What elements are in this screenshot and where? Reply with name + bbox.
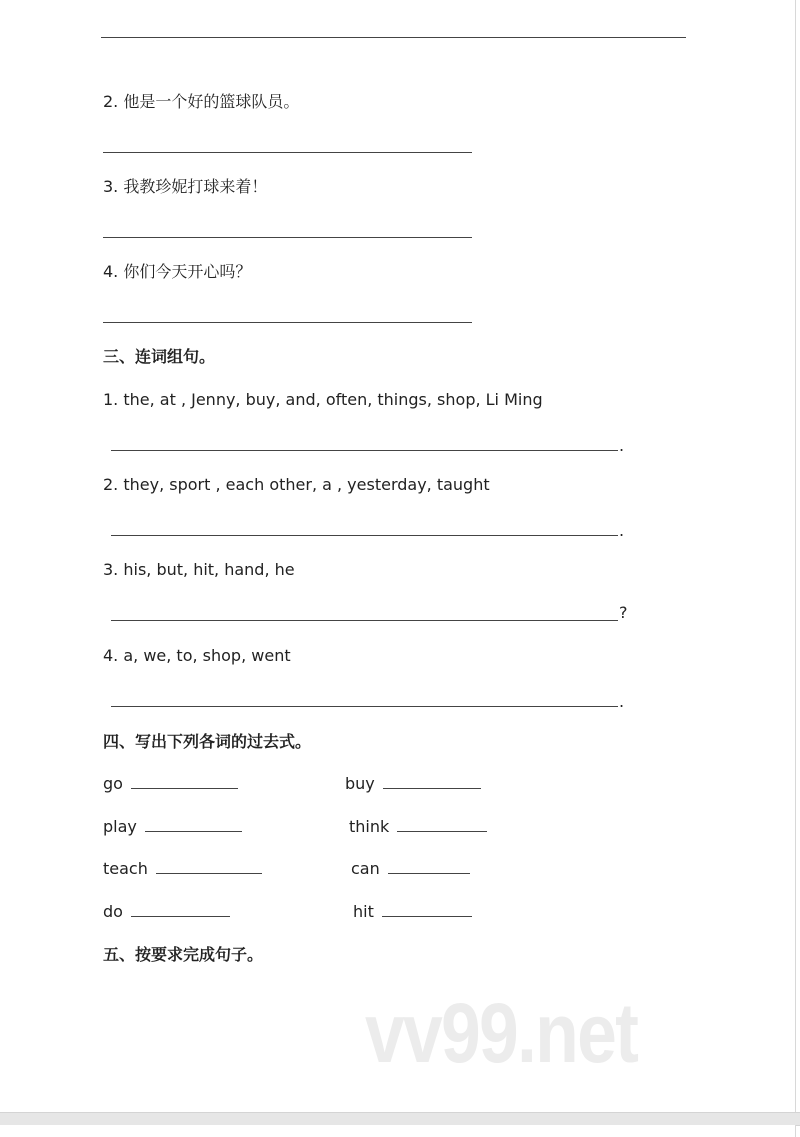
translate-item-3: 3. 我教珍妮打球来着！ (103, 177, 268, 196)
word: buy (345, 774, 375, 793)
past-tense-item (351, 859, 470, 879)
past-tense-item (103, 902, 230, 922)
answer-line (111, 706, 618, 707)
translate-item-2: 2. 他是一个好的篮球队员。 (103, 92, 300, 111)
answer-blank (131, 902, 230, 917)
sentence-end-mark: ? (619, 603, 628, 622)
answer-blank (383, 774, 481, 789)
section-5-heading: 五、按要求完成句子。 (103, 945, 264, 964)
word: can (351, 859, 380, 878)
answer-line (111, 620, 618, 621)
word: do (103, 902, 123, 921)
next-page (0, 1125, 796, 1137)
answer-line (111, 535, 618, 536)
answer-blank (156, 859, 262, 874)
watermark: vv99.net (365, 986, 638, 1080)
word: hit (353, 902, 374, 921)
word: teach (103, 859, 148, 878)
page-separator (0, 1112, 800, 1126)
answer-blank (145, 817, 242, 832)
answer-line (103, 322, 472, 323)
past-tense-item (353, 902, 472, 922)
section-4-heading: 四、写出下列各词的过去式。 (103, 732, 312, 751)
past-tense-item (103, 774, 238, 794)
past-tense-item (103, 817, 242, 837)
answer-blank (131, 774, 238, 789)
past-tense-item (349, 817, 487, 837)
sentence-end-mark: . (619, 692, 625, 711)
past-tense-item (103, 859, 262, 879)
word-order-item-1: 1. the, at , Jenny, buy, and, often, things, shop, Li Ming (103, 390, 543, 409)
section-3-heading: 三、连词组句。 (103, 347, 216, 366)
past-tense-item (345, 774, 481, 794)
sentence-end-mark: . (619, 521, 625, 540)
answer-blank (397, 817, 487, 832)
sentence-end-mark: . (619, 436, 625, 455)
word: play (103, 817, 137, 836)
answer-line (111, 450, 618, 451)
word: go (103, 774, 123, 793)
word: think (349, 817, 390, 836)
answer-blank (388, 859, 470, 874)
answer-blank (382, 902, 472, 917)
word-order-item-4: 4. a, we, to, shop, went (103, 646, 291, 665)
word-order-item-2: 2. they, sport , each other, a , yesterday, taught (103, 475, 490, 494)
answer-line (103, 237, 472, 238)
translate-item-4: 4. 你们今天开心吗？ (103, 262, 252, 281)
answer-line (103, 152, 472, 153)
answer-line (101, 37, 686, 38)
word-order-item-3: 3. his, but, hit, hand, he (103, 560, 295, 579)
